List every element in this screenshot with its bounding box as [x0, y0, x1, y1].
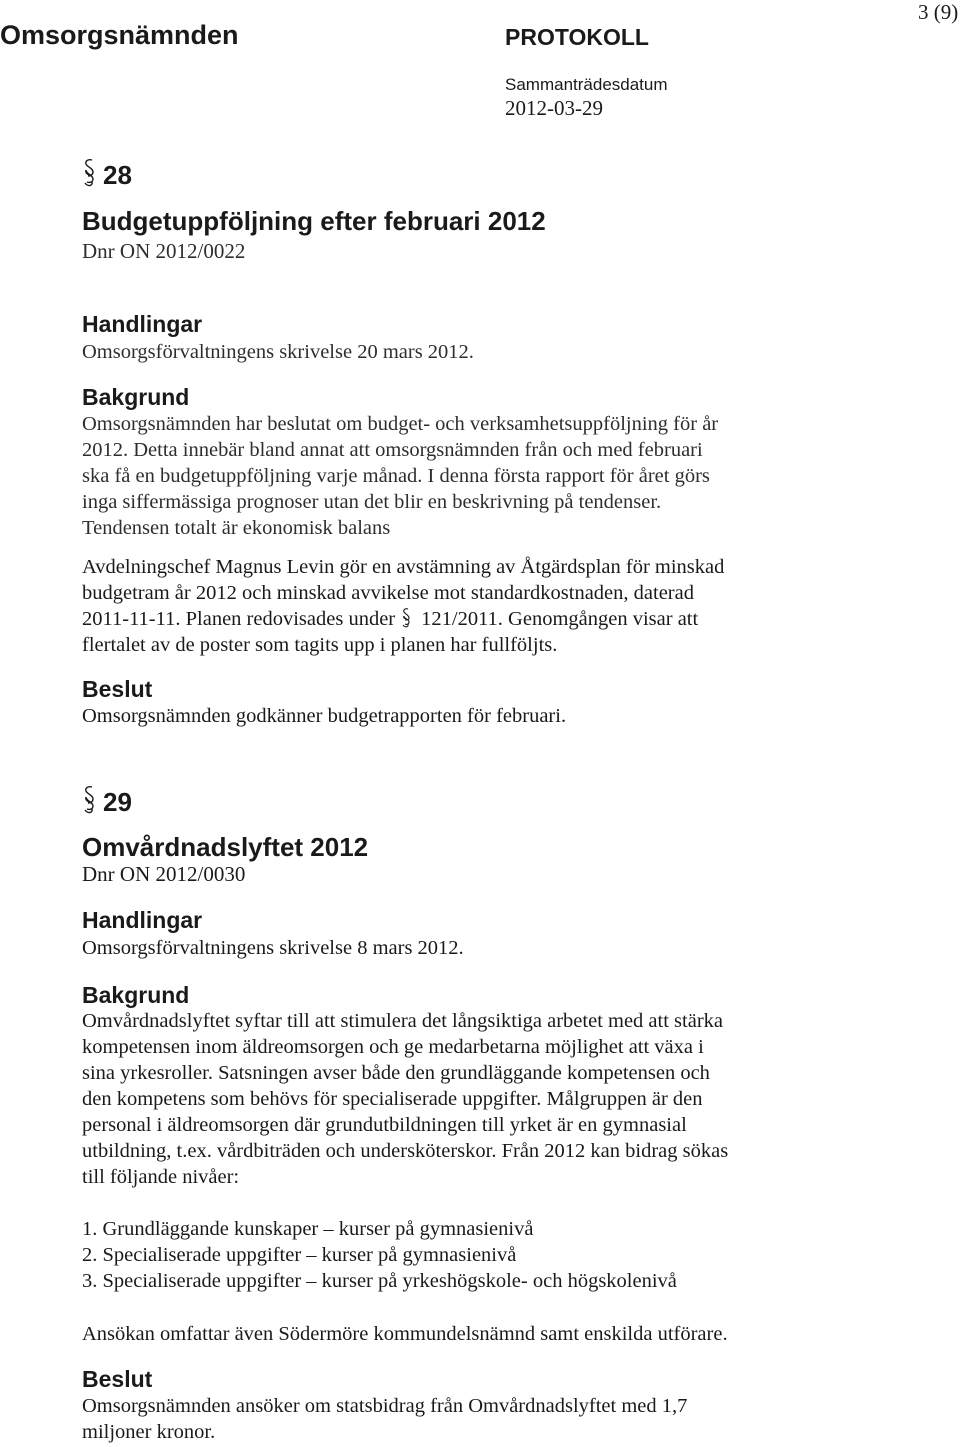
section-29-level-item: 2. Specialiserade uppgifter – kurser på gymnasienivå — [82, 1244, 517, 1266]
section-28-avdelningschef-line — [82, 606, 698, 632]
section-29-bakgrund-line: sina yrkesroller. Satsningen avser både den grundläggande kompetensen och — [82, 1062, 710, 1084]
section-sign-icon — [401, 607, 411, 629]
section-28-avd-line3-end: 121/2011. Genomgången visar att — [421, 608, 699, 630]
organization-name: Omsorgsnämnden — [0, 20, 239, 50]
section-29-beslut-line: miljoner kronor. — [82, 1421, 216, 1443]
section-28-dnr: Dnr ON 2012/0022 — [82, 239, 246, 263]
section-28-bakgrund-line: Tendensen totalt är ekonomisk balans — [82, 517, 391, 539]
section-28-avd-line3-start: 2011-11-11. Planen redovisades under — [82, 608, 396, 630]
section-29-bakgrund-line: till följande nivåer: — [82, 1166, 240, 1188]
section-28-bakgrund-line: ska få en budgetuppföljning varje månad. I denna första rapport för året görs — [82, 465, 710, 487]
section-29-dnr: Dnr ON 2012/0030 — [82, 862, 246, 886]
section-28-handlingar-text: Omsorgsförvaltningens skrivelse 20 mars 2012. — [82, 341, 474, 363]
section-28-handlingar-heading: Handlingar — [82, 311, 203, 337]
section-29-bakgrund-heading: Bakgrund — [82, 982, 190, 1008]
section-28-avdelningschef-line: flertalet av de poster som tagits upp i planen har fullföljts. — [82, 634, 558, 656]
meeting-date: 2012-03-29 — [505, 96, 603, 120]
section-28-avdelningschef-line: Avdelningschef Magnus Levin gör en avstämning av Åtgärdsplan för minskad — [82, 556, 725, 578]
section-28-beslut-heading: Beslut — [82, 676, 153, 702]
section-28-title: Budgetuppföljning efter februari 2012 — [82, 206, 546, 236]
meeting-date-label: Sammanträdesdatum — [505, 75, 668, 94]
section-29-handlingar-text: Omsorgsförvaltningens skrivelse 8 mars 2012. — [82, 937, 464, 959]
section-29-title: Omvårdnadslyftet 2012 — [82, 832, 369, 862]
section-29-bakgrund-line: kompetensen inom äldreomsorgen och ge medarbetarna möjlighet att växa i — [82, 1036, 704, 1058]
section-29-ansokan-text: Ansökan omfattar även Södermöre kommundelsnämnd samt enskilda utförare. — [82, 1323, 728, 1345]
section-29-bakgrund-line: personal i äldreomsorgen där grundutbildningen till yrket är en gymnasial — [82, 1114, 687, 1136]
section-28-bakgrund-heading: Bakgrund — [82, 384, 190, 410]
section-28-bakgrund-line: Omsorgsnämnden har beslutat om budget- och verksamhetsuppföljning för år — [82, 413, 719, 435]
document-type: PROTOKOLL — [505, 24, 649, 50]
page-number: 3 (9) — [918, 0, 959, 24]
section-28-bakgrund-line: inga siffermässiga prognoser utan det blir en beskrivning på tendenser. — [82, 491, 662, 513]
section-29-beslut-line: Omsorgsnämnden ansöker om statsbidrag från Omvårdnadslyftet med 1,7 — [82, 1395, 688, 1417]
section-29-level-item: 1. Grundläggande kunskaper – kurser på gymnasienivå — [82, 1218, 534, 1240]
section-28-beslut-text: Omsorgsnämnden godkänner budgetrapporten för februari. — [82, 705, 567, 727]
section-29-level-item: 3. Specialiserade uppgifter – kurser på yrkeshögskole- och högskolenivå — [82, 1270, 677, 1292]
section-number: 29 — [103, 787, 132, 817]
section-sign-icon — [82, 784, 96, 816]
section-number: 28 — [103, 160, 132, 190]
section-29-bakgrund-line: utbildning, t.ex. vårdbiträden och undersköterskor. Från 2012 kan bidrag sökas — [82, 1140, 729, 1162]
section-29-beslut-heading: Beslut — [82, 1366, 153, 1392]
section-29-bakgrund-line: Omvårdnadslyftet syftar till att stimulera det långsiktiga arbetet med att stärka — [82, 1010, 723, 1032]
section-29-handlingar-heading: Handlingar — [82, 907, 203, 933]
section-28-bakgrund-line: 2012. Detta innebär bland annat att omsorgsnämnden från och med februari — [82, 439, 703, 461]
section-29-bakgrund-line: den kompetens som behövs för specialiserade uppgifter. Målgruppen är den — [82, 1088, 703, 1110]
section-sign-icon — [82, 157, 96, 189]
section-28-avdelningschef-line: budgetram år 2012 och minskad avvikelse mot standardkostnaden, daterad — [82, 582, 694, 604]
